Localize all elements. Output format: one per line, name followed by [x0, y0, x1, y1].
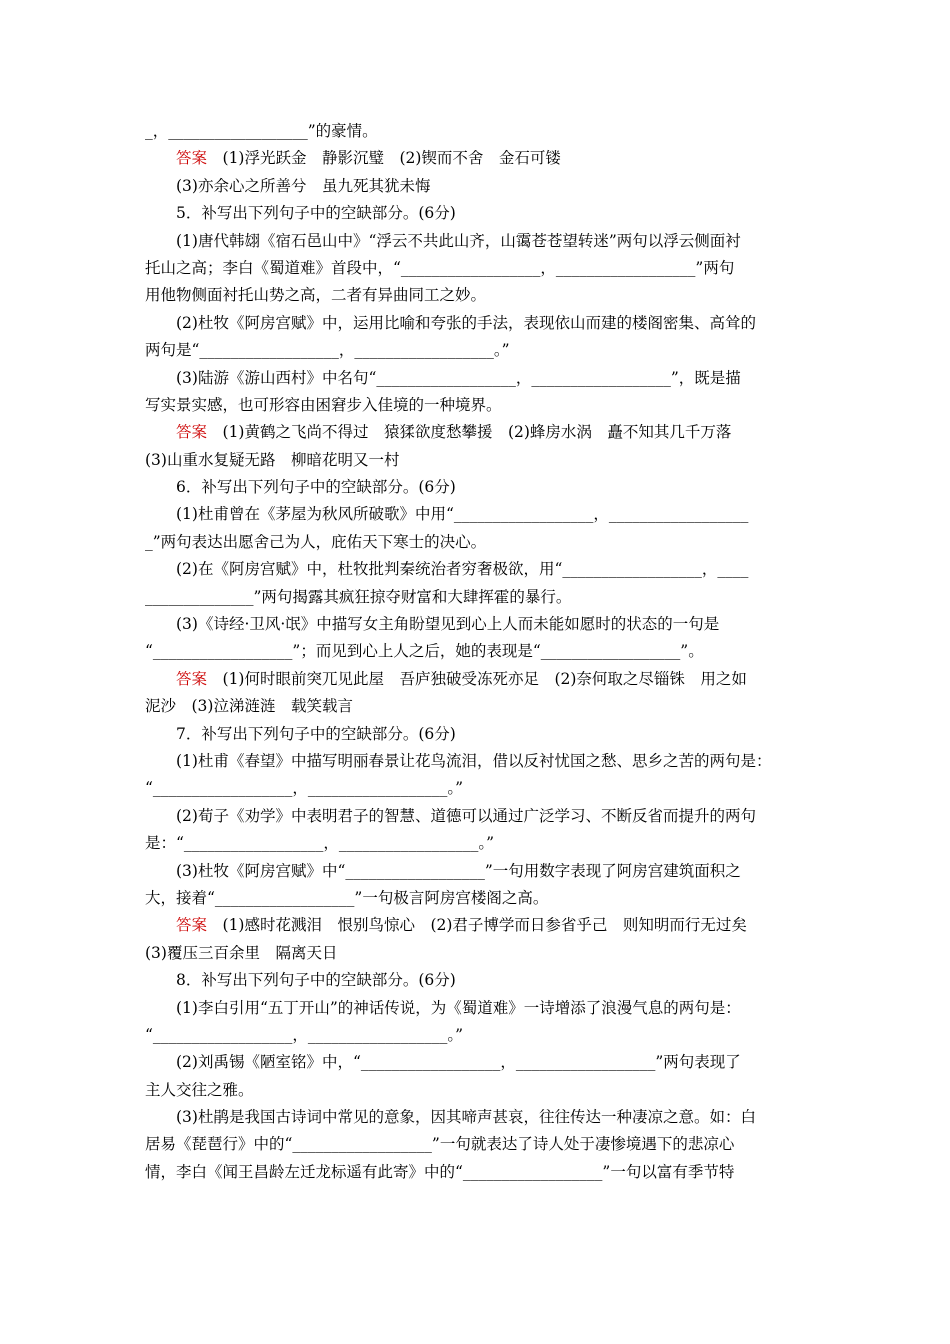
line-text: (1)杜甫《春望》中描写明丽春景让花鸟流泪，借以反衬忧国之愁、思乡之苦的两句是：	[176, 751, 772, 770]
line-text: (3)陆游《游山西村》中名句“__________________，__________________”，既是描	[176, 368, 741, 387]
answer-label: 答案	[176, 669, 208, 688]
document-body	[145, 118, 813, 1186]
text-line	[145, 282, 813, 309]
answer-label: 答案	[176, 423, 208, 442]
line-text: 是：“__________________，__________________。”	[145, 834, 495, 853]
line-text: (2)刘禹锡《陋室铭》中，“__________________，__________________”两句表现了	[176, 1053, 741, 1072]
text-line	[145, 173, 813, 200]
text-line	[145, 228, 813, 255]
line-text: 情，李白《闻王昌龄左迁龙标遥有此寄》中的“__________________”一句以富有季节特	[145, 1162, 735, 1181]
line-text: _，__________________”的豪情。	[145, 122, 378, 140]
line-text: ______________”两句揭露其疯狂掠夺财富和大肆挥霍的暴行。	[145, 587, 572, 606]
text-line	[145, 310, 813, 337]
text-line	[145, 392, 813, 419]
line-text: 7．补写出下列句子中的空缺部分。(6分)	[176, 724, 456, 743]
text-line	[145, 748, 813, 775]
text-line	[145, 1077, 813, 1104]
text-line	[145, 775, 813, 802]
text-line	[145, 255, 813, 282]
answer-line	[145, 145, 813, 172]
line-text: (3)山重水复疑无路 柳暗花明又一村	[145, 450, 400, 469]
text-line	[145, 830, 813, 857]
line-text: 5．补写出下列句子中的空缺部分。(6分)	[176, 204, 456, 223]
line-text: (3)杜鹃是我国古诗词中常见的意象，因其啼声甚哀，往往传达一种凄凉之意。如：白	[176, 1108, 756, 1127]
text-line	[145, 556, 813, 583]
line-text: (2)在《阿房宫赋》中，杜牧批判秦统治者穷奢极欲，用“__________________，____	[176, 560, 749, 579]
text-line	[145, 474, 813, 501]
answer-label: 答案	[176, 916, 208, 935]
line-text: (3)覆压三百余里 隔离天日	[145, 943, 338, 962]
line-text: 用他物侧面衬托山势之高，二者有异曲同工之妙。	[145, 286, 487, 305]
line-text: (3)《诗经·卫风·氓》中描写女主角盼望见到心上人而未能如愿时的状态的一句是	[176, 615, 720, 634]
line-text: (2)荀子《劝学》中表明君子的智慧、道德可以通过广泛学习、不断反省而提升的两句	[176, 806, 756, 825]
text-line	[145, 501, 813, 528]
text-line	[145, 638, 813, 665]
text-line	[145, 118, 813, 145]
text-line	[145, 529, 813, 556]
text-line	[145, 721, 813, 748]
text-line	[145, 693, 813, 720]
line-text: “__________________，__________________。”	[145, 1025, 464, 1044]
line-text: “__________________，__________________。”	[145, 779, 464, 798]
text-line	[145, 611, 813, 638]
text-line	[145, 885, 813, 912]
line-text: (3)亦余心之所善兮 虽九死其犹未悔	[176, 176, 431, 195]
text-line	[145, 803, 813, 830]
answer-line	[145, 666, 813, 693]
line-text: (1)浮光跃金 静影沉璧 (2)锲而不舍 金石可镂	[207, 149, 561, 168]
line-text: (1)何时眼前突兀见此屋 吾庐独破受冻死亦足 (2)奈何取之尽锱铢 用之如	[207, 669, 747, 688]
line-text: 6．补写出下列句子中的空缺部分。(6分)	[176, 478, 456, 497]
line-text: 托山之高；李白《蜀道难》首段中，“__________________，__________________”两句	[145, 258, 735, 277]
line-text: 大，接着“__________________”一句极言阿房宫楼阁之高。	[145, 888, 549, 907]
line-text: (1)杜甫曾在《茅屋为秋风所破歌》中用“__________________，__________________	[176, 505, 749, 524]
text-line	[145, 1159, 813, 1186]
text-line	[145, 967, 813, 994]
line-text: (1)感时花溅泪 恨别鸟惊心 (2)君子博学而日参省乎己 则知明而行无过矣	[207, 916, 747, 935]
line-text: 写实景实感，也可形容由困窘步入佳境的一种境界。	[145, 395, 502, 414]
line-text: 主人交往之雅。	[145, 1080, 254, 1099]
line-text: 8．补写出下列句子中的空缺部分。(6分)	[176, 971, 456, 990]
text-line	[145, 995, 813, 1022]
text-line	[145, 584, 813, 611]
line-text: 两句是“__________________，__________________。”	[145, 341, 510, 360]
text-line	[145, 1104, 813, 1131]
answer-line	[145, 419, 813, 446]
text-line	[145, 447, 813, 474]
line-text: (1)黄鹤之飞尚不得过 猿猱欲度愁攀援 (2)蜂房水涡 矗不知其几千万落	[207, 423, 732, 442]
line-text: “__________________”；而见到心上人之后，她的表现是“__________________”。	[145, 642, 704, 661]
text-line	[145, 365, 813, 392]
text-line	[145, 200, 813, 227]
text-line	[145, 940, 813, 967]
text-line	[145, 1131, 813, 1158]
line-text: (2)杜牧《阿房宫赋》中，运用比喻和夸张的手法，表现依山而建的楼阁密集、高耸的	[176, 313, 756, 332]
line-text: (1)唐代韩翃《宿石邑山中》“浮云不共此山齐，山霭苍苍望转迷”两句以浮云侧面衬	[176, 231, 741, 250]
text-line	[145, 858, 813, 885]
text-line	[145, 1049, 813, 1076]
answer-label: 答案	[176, 149, 208, 168]
line-text: _”两句表达出愿舍己为人，庇佑天下寒士的决心。	[145, 532, 487, 551]
line-text: (3)杜牧《阿房宫赋》中“__________________”一句用数字表现了阿房宫建筑面积之	[176, 861, 741, 880]
text-line	[145, 1022, 813, 1049]
line-text: 居易《琵琶行》中的“__________________”一句就表达了诗人处于凄惨境遇下的悲凉心	[145, 1135, 735, 1154]
line-text: (1)李白引用“五丁开山”的神话传说，为《蜀道难》一诗增添了浪漫气息的两句是：	[176, 998, 741, 1017]
text-line	[145, 337, 813, 364]
line-text: 泥沙 (3)泣涕涟涟 载笑载言	[145, 697, 353, 716]
answer-line	[145, 912, 813, 939]
